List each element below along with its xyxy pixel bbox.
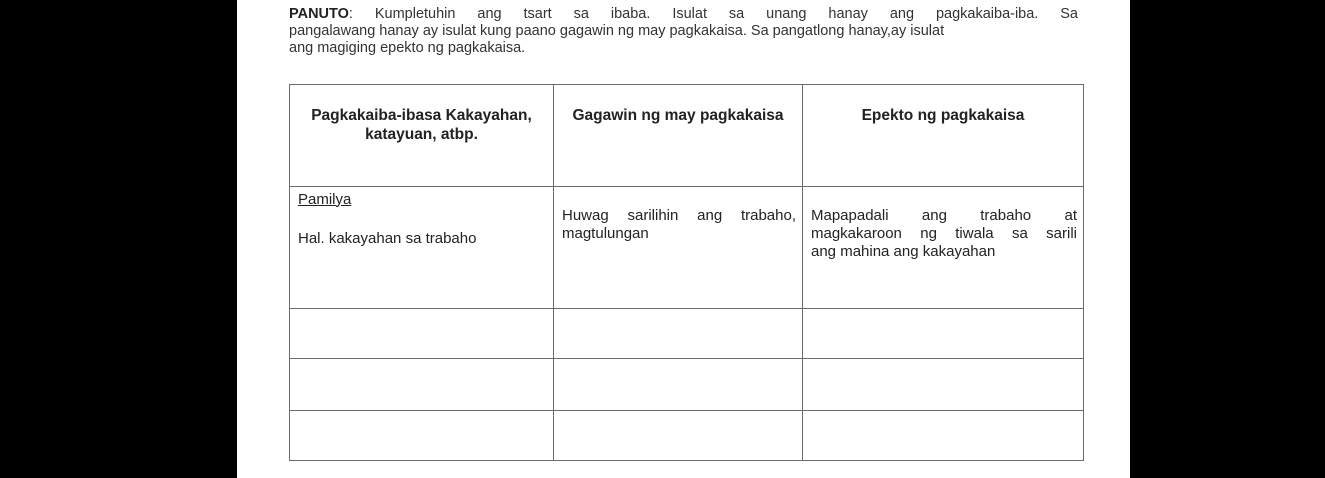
example-differences-cell[interactable] — [290, 186, 554, 309]
header-effect: Epekto ng pagkakaisa — [803, 85, 1084, 187]
worksheet-page — [237, 0, 1130, 478]
blank-cell[interactable] — [290, 309, 554, 359]
instructions-label: PANUTO — [289, 6, 349, 22]
example-action-line-1: Huwag sarilihin ang trabaho, — [562, 206, 796, 224]
instructions — [289, 6, 1078, 57]
blank-cell[interactable] — [803, 309, 1084, 359]
blank-cell[interactable] — [290, 359, 554, 410]
example-effect-line-1: Mapapadali ang trabaho at — [811, 206, 1077, 224]
example-effect-cell[interactable] — [803, 186, 1084, 309]
instructions-line-2: pangalawang hanay ay isulat kung paano gagawin ng may pagkakaisa. Sa pangatlong hanay,ay isulat — [289, 23, 945, 39]
blank-cell[interactable] — [803, 410, 1084, 460]
example-effect-line-2: magkakaroon ng tiwala sa sarili — [811, 224, 1077, 242]
instructions-line-3: ang magiging epekto ng pagkakaisa. — [289, 40, 526, 56]
blank-cell[interactable] — [290, 410, 554, 460]
table-row-blank — [290, 359, 1084, 410]
example-action-line-2: magtulungan — [562, 224, 649, 242]
header-differences: Pagkakaiba-ibasa Kakayahan, katayuan, atbp. — [290, 85, 554, 187]
activity-table — [289, 84, 1084, 461]
blank-cell[interactable] — [803, 359, 1084, 410]
table-row-example — [290, 186, 1084, 309]
example-text: Hal. kakayahan sa trabaho — [298, 229, 477, 247]
table-row-blank — [290, 410, 1084, 460]
instructions-text-1: : Kumpletuhin ang tsart sa ibaba. Isulat sa unang hanay ang pagkakaiba-iba. Sa — [348, 6, 1078, 22]
table-header-row — [290, 85, 1084, 187]
example-action-cell[interactable] — [554, 186, 803, 309]
example-effect-line-3: ang mahina ang kakayahan — [811, 242, 996, 260]
header-action: Gagawin ng may pagkakaisa — [554, 85, 803, 187]
blank-cell[interactable] — [554, 359, 803, 410]
table-row-blank — [290, 309, 1084, 359]
blank-cell[interactable] — [554, 410, 803, 460]
blank-cell[interactable] — [554, 309, 803, 359]
instructions-line-1 — [289, 6, 1078, 23]
example-category: Pamilya — [298, 190, 352, 208]
